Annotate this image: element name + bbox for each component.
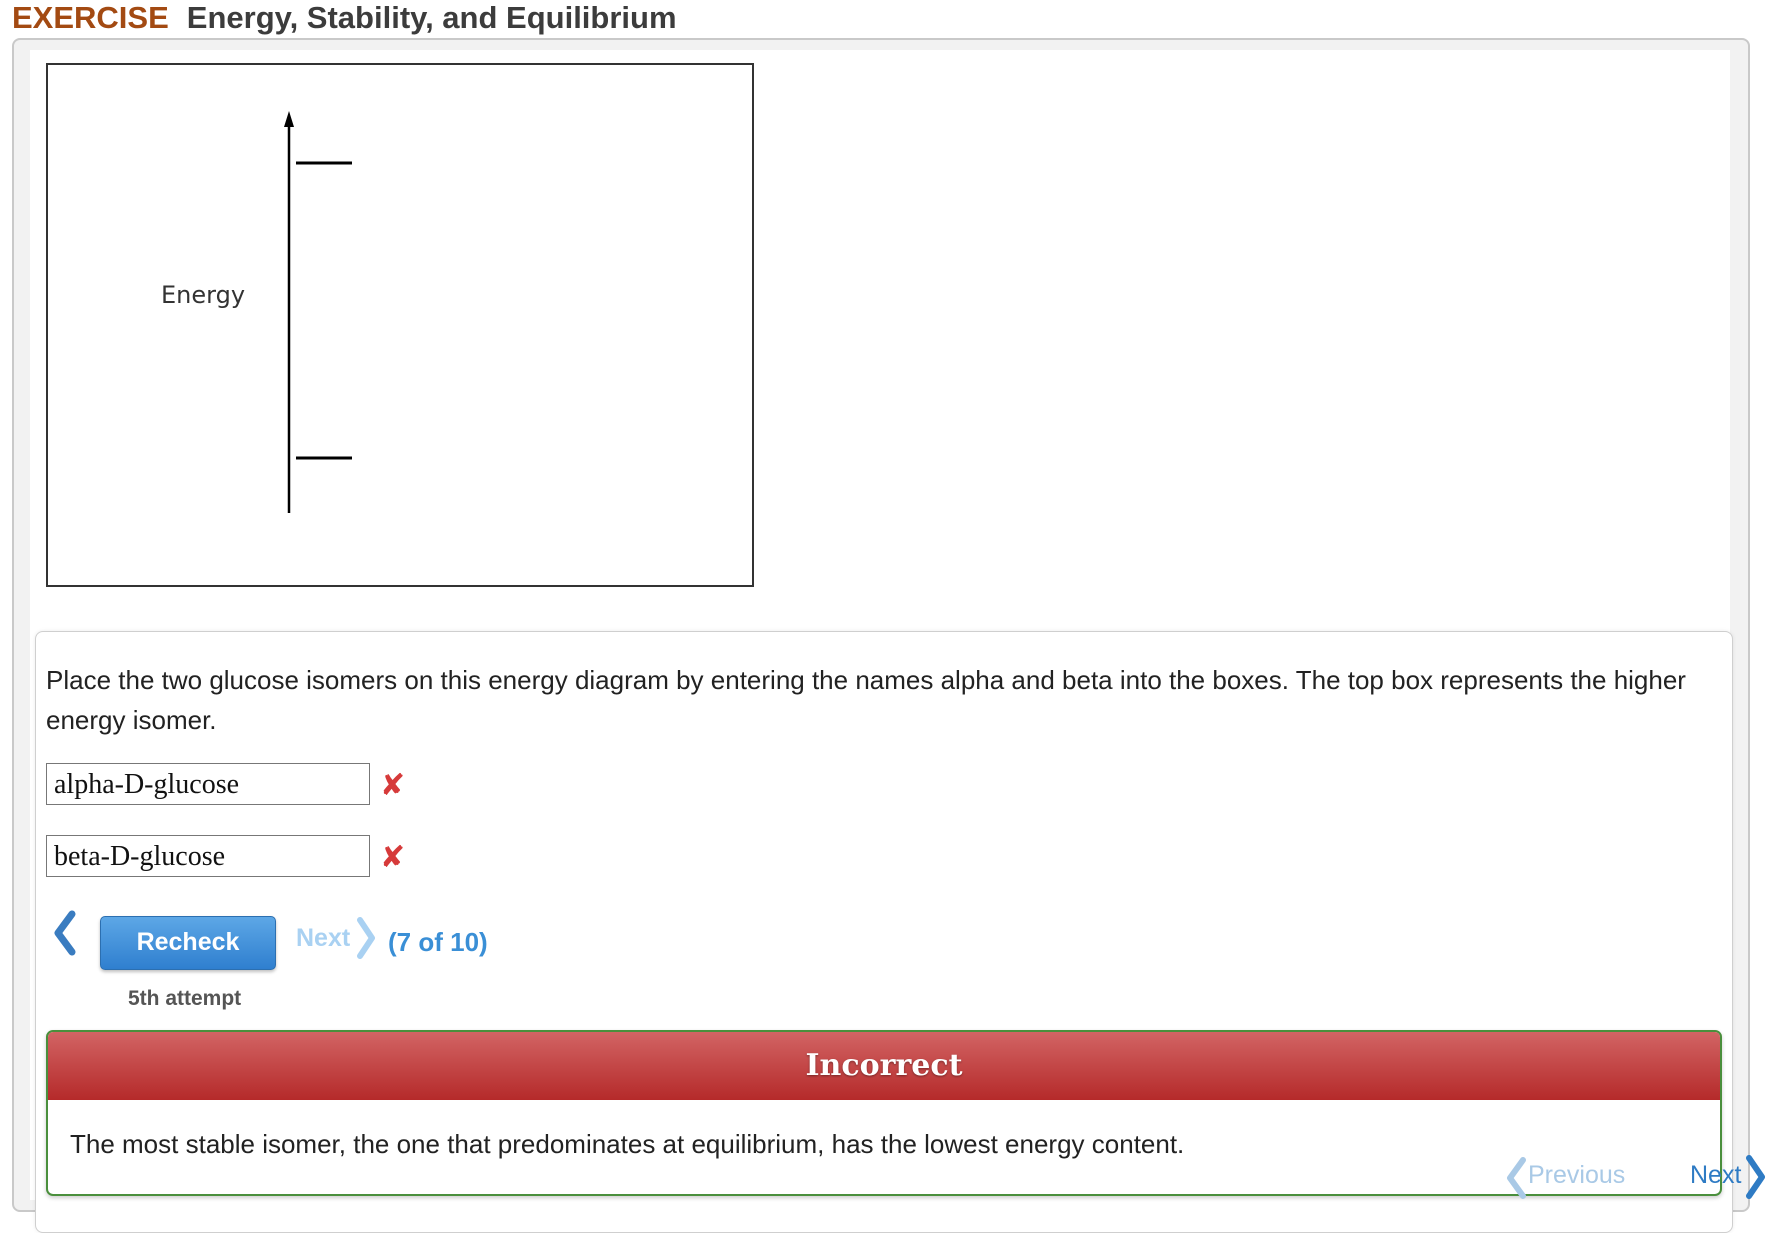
pager-previous-chevron-icon[interactable]	[1503, 1156, 1529, 1205]
incorrect-mark-icon: ✘	[380, 841, 406, 874]
pager-next-button[interactable]: Next	[1690, 1161, 1742, 1189]
energy-diagram	[46, 63, 754, 587]
question-text: Place the two glucose isomers on this energy diagram by entering the names alpha and beta into the boxes. The top box represents the higher energy isomer.	[46, 665, 1686, 735]
pager-previous-button[interactable]: Previous	[1528, 1161, 1626, 1189]
exercise-title: Energy, Stability, and Equilibrium	[186, 0, 677, 35]
feedback-panel	[46, 1030, 1722, 1196]
attempt-count: 5th attempt	[128, 987, 242, 1010]
next-question-chevron-icon[interactable]	[354, 916, 380, 965]
answer-box-bottom[interactable]: beta-D-glucose	[46, 835, 370, 877]
energy-axis-label: Energy	[161, 281, 246, 309]
exercise-header	[12, 0, 677, 36]
recheck-button[interactable]: Recheck	[100, 916, 276, 970]
question-progress: (7 of 10)	[388, 927, 488, 957]
energy-axis-arrow	[284, 111, 294, 127]
previous-question-chevron-icon[interactable]	[50, 910, 80, 961]
answer-box-top[interactable]: alpha-D-glucose	[46, 763, 370, 805]
feedback-message: The most stable isomer, the one that predominates at equilibrium, has the lowest energy content.	[70, 1129, 1185, 1159]
exercise-label: EXERCISE	[12, 0, 169, 35]
incorrect-mark-icon: ✘	[380, 769, 406, 802]
feedback-title: Incorrect	[48, 1032, 1720, 1100]
next-question-button[interactable]: Next	[296, 924, 351, 952]
pager-next-chevron-icon[interactable]	[1744, 1154, 1768, 1205]
